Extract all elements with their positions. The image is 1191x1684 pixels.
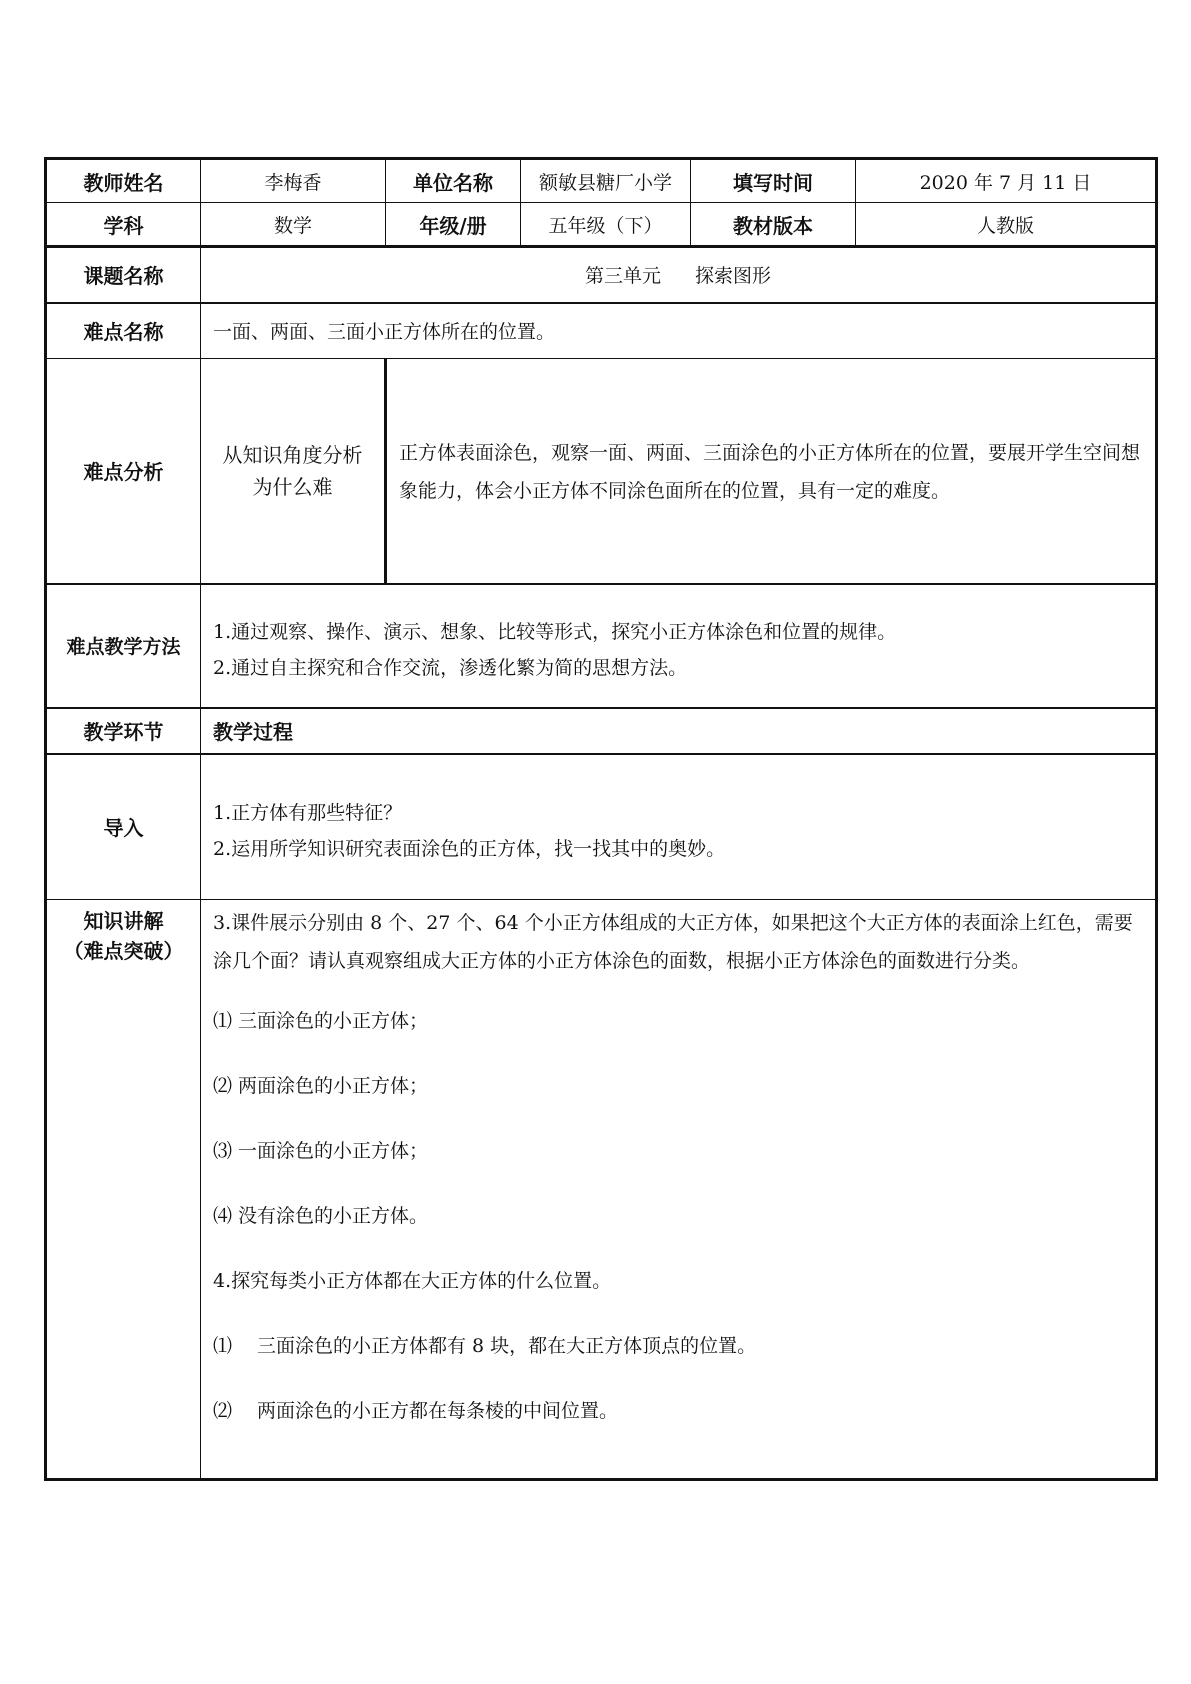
analysis-text-cell [386, 359, 1157, 584]
grade-label: 年级/册 [386, 203, 521, 247]
unit-name-value: 额敏县糖厂小学 [521, 159, 691, 203]
knowledge-para-3: 3.课件展示分别由 8 个、27 个、64 个小正方体组成的大正方体，如果把这个大正方体的表面涂上红色，需要涂几个面？请认真观察组成大正方体的小正方体涂色的面数，根据小正方体涂色的面数进行分类。 [213, 912, 1133, 972]
topic-label: 课题名称 [46, 247, 201, 303]
subject-label: 学科 [46, 203, 201, 247]
knowledge-row [46, 900, 1157, 1480]
method-item-1: 1.通过观察、操作、演示、想象、比较等形式，探究小正方体涂色和位置的规律。 [213, 620, 897, 643]
knowledge-sub-item-3: ⑶ 一面涂色的小正方体； [213, 1140, 429, 1162]
lesson-plan-table [44, 157, 1158, 1481]
knowledge-sub-item-2: ⑵ 两面涂色的小正方体； [213, 1075, 429, 1097]
process-header-label: 教学过程 [201, 708, 1157, 754]
intro-item-2: 2.运用所学知识研究表面涂色的正方体，找一找其中的奥妙。 [213, 837, 726, 860]
knowledge-finding-1 [213, 1331, 1155, 1358]
knowledge-finding-2 [213, 1396, 1155, 1423]
intro-row [46, 754, 1157, 900]
difficulty-label: 难点名称 [46, 303, 201, 359]
edition-label: 教材版本 [691, 203, 856, 247]
edition-value: 人教版 [856, 203, 1157, 247]
method-label: 难点教学方法 [46, 584, 201, 708]
teacher-name-label: 教师姓名 [46, 159, 201, 203]
knowledge-para-4: 4.探究每类小正方体都在大正方体的什么位置。 [213, 1270, 612, 1292]
grade-value: 五年级（下） [521, 203, 691, 247]
topic-title: 探索图形 [695, 265, 772, 288]
finding-1-number: ⑴ [213, 1335, 233, 1357]
intro-label: 导入 [46, 754, 201, 900]
analysis-row [46, 359, 1157, 584]
subject-value: 数学 [201, 203, 386, 247]
analysis-label: 难点分析 [46, 359, 201, 584]
fill-time-label: 填写时间 [691, 159, 856, 203]
method-item-2: 2.通过自主探究和合作交流，渗透化繁为简的思想方法。 [213, 656, 688, 679]
topic-unit: 第三单元 [584, 265, 661, 288]
lesson-plan-document [44, 157, 1155, 1481]
header-row-1 [46, 159, 1157, 203]
analysis-sub-label: 从知识角度分析为什么难 [201, 359, 386, 584]
intro-item-1: 1.正方体有那些特征？ [213, 801, 403, 824]
knowledge-sub-item-4: ⑷ 没有涂色的小正方体。 [213, 1205, 429, 1227]
header-row-2 [46, 203, 1157, 247]
difficulty-row [46, 303, 1157, 359]
analysis-text: 正方体表面涂色，观察一面、两面、三面涂色的小正方体所在的位置，要展开学生空间想象能力，体会小正方体不同涂色面所在的位置，具有一定的难度。 [399, 441, 1141, 502]
difficulty-value: 一面、两面、三面小正方体所在的位置。 [201, 303, 1157, 359]
method-text-cell [201, 584, 1157, 708]
intro-text-cell [201, 754, 1157, 900]
knowledge-label [46, 900, 201, 1480]
knowledge-label-line1: 知识讲解 [83, 909, 164, 933]
knowledge-label-line2: （难点突破） [63, 939, 184, 963]
topic-row [46, 247, 1157, 303]
teacher-name-value: 李梅香 [201, 159, 386, 203]
unit-name-label: 单位名称 [386, 159, 521, 203]
topic-value [201, 247, 1157, 303]
knowledge-text-cell [201, 900, 1157, 1480]
finding-2-number: ⑵ [213, 1400, 233, 1422]
process-header-row [46, 708, 1157, 754]
finding-2-text: 两面涂色的小正方都在每条棱的中间位置。 [257, 1400, 619, 1422]
stage-header-label: 教学环节 [46, 708, 201, 754]
knowledge-sub-item-1: ⑴ 三面涂色的小正方体； [213, 1010, 429, 1032]
finding-1-text: 三面涂色的小正方体都有 8 块，都在大正方体顶点的位置。 [257, 1335, 757, 1357]
method-row [46, 584, 1157, 708]
fill-time-value: 2020 年 7 月 11 日 [856, 159, 1157, 203]
